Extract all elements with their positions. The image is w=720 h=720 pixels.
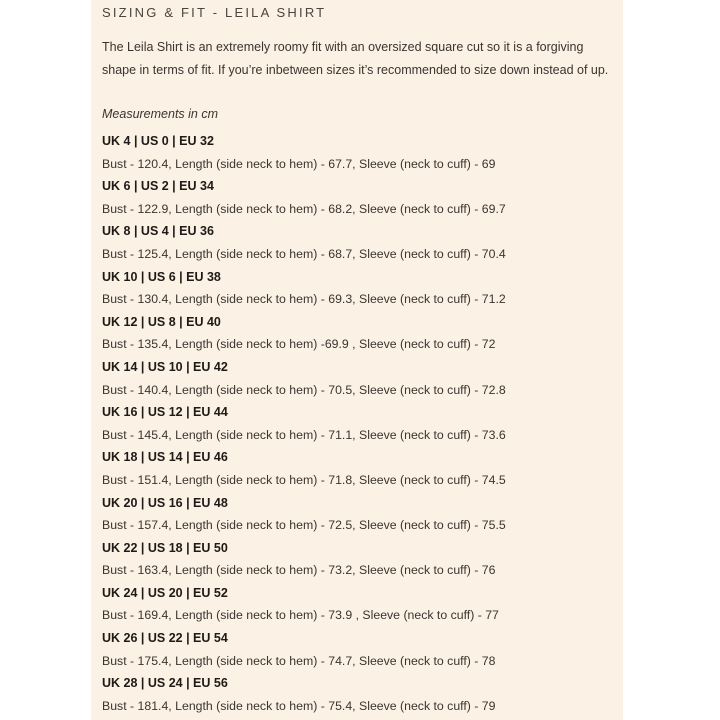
size-measurements: Bust - 122.9, Length (side neck to hem) - 68.2, Sleeve (neck to cuff) - 69.7 — [102, 201, 506, 216]
size-label: UK 24 | US 20 | EU 52 — [102, 585, 228, 600]
size-measurements: Bust - 125.4, Length (side neck to hem) - 68.7, Sleeve (neck to cuff) - 70.4 — [102, 246, 506, 261]
size-measurements: Bust - 120.4, Length (side neck to hem) - 67.7, Sleeve (neck to cuff) - 69 — [102, 156, 496, 171]
size-label: UK 8 | US 4 | EU 36 — [102, 224, 214, 239]
size-label: UK 4 | US 0 | EU 32 — [102, 134, 214, 148]
size-measurements: Bust - 163.4, Length (side neck to hem) - 73.2, Sleeve (neck to cuff) - 76 — [102, 563, 496, 578]
size-measurements: Bust - 175.4, Length (side neck to hem) - 74.7, Sleeve (neck to cuff) - 78 — [102, 653, 496, 668]
size-entry — [102, 401, 620, 446]
size-label: UK 28 | US 24 | EU 56 — [102, 676, 228, 691]
size-entry — [102, 492, 620, 537]
size-label: UK 12 | US 8 | EU 40 — [102, 314, 221, 329]
size-measurements: Bust - 135.4, Length (side neck to hem) -69.9 , Sleeve (neck to cuff) - 72 — [102, 337, 496, 352]
size-measurements: Bust - 181.4, Length (side neck to hem) - 75.4, Sleeve (neck to cuff) - 79 — [102, 698, 496, 713]
page-title: SIZING & FIT - LEILA SHIRT — [102, 5, 327, 20]
fit-description: The Leila Shirt is an extremely roomy fit with an oversized square cut so it is a forgiving shape in terms of fit. If you’re inbetween sizes it’s recommended to size down instead of up. — [102, 40, 609, 77]
size-label: UK 20 | US 16 | EU 48 — [102, 495, 228, 510]
size-label: UK 18 | US 14 | EU 46 — [102, 450, 228, 465]
size-label: UK 22 | US 18 | EU 50 — [102, 540, 228, 555]
size-entry — [102, 446, 620, 491]
size-entry — [102, 627, 620, 672]
units-label: Measurements in cm — [102, 107, 219, 121]
size-list — [102, 130, 620, 717]
size-measurements: Bust - 145.4, Length (side neck to hem) - 71.1, Sleeve (neck to cuff) - 73.6 — [102, 427, 506, 442]
size-measurements: Bust - 151.4, Length (side neck to hem) - 71.8, Sleeve (neck to cuff) - 74.5 — [102, 472, 506, 487]
size-entry — [102, 672, 620, 717]
size-label: UK 16 | US 12 | EU 44 — [102, 405, 228, 420]
size-entry — [102, 537, 620, 582]
size-measurements: Bust - 140.4, Length (side neck to hem) - 70.5, Sleeve (neck to cuff) - 72.8 — [102, 382, 506, 397]
size-entry — [102, 356, 620, 401]
size-measurements: Bust - 157.4, Length (side neck to hem) - 72.5, Sleeve (neck to cuff) - 75.5 — [102, 518, 506, 533]
size-entry — [102, 175, 620, 220]
size-measurements: Bust - 169.4, Length (side neck to hem) - 73.9 , Sleeve (neck to cuff) - 77 — [102, 608, 499, 623]
size-entry — [102, 130, 620, 175]
size-entry — [102, 582, 620, 627]
sizing-panel — [91, 0, 623, 720]
size-label: UK 14 | US 10 | EU 42 — [102, 359, 228, 374]
size-entry — [102, 266, 620, 311]
size-label: UK 26 | US 22 | EU 54 — [102, 631, 228, 646]
size-label: UK 6 | US 2 | EU 34 — [102, 179, 214, 194]
size-label: UK 10 | US 6 | EU 38 — [102, 269, 221, 284]
size-entry — [102, 220, 620, 265]
size-entry — [102, 311, 620, 356]
size-measurements: Bust - 130.4, Length (side neck to hem) - 69.3, Sleeve (neck to cuff) - 71.2 — [102, 292, 506, 307]
